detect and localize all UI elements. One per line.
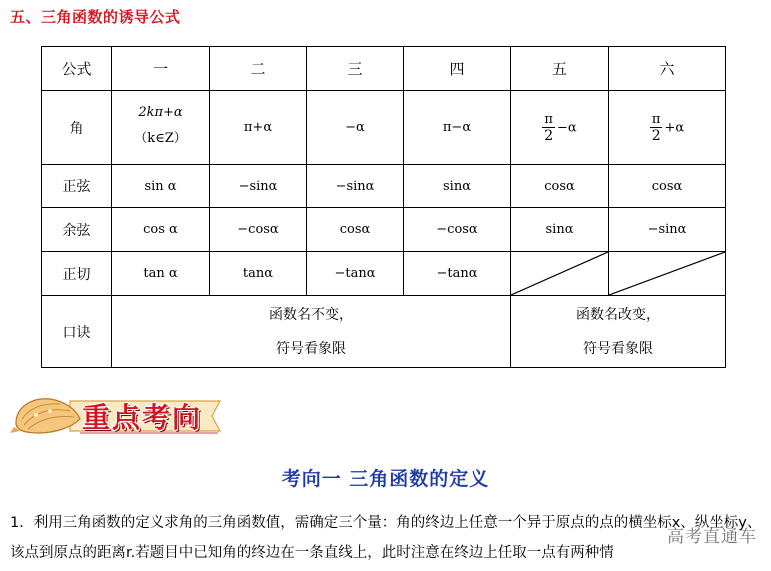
body-paragraph: 1．利用三角函数的定义求角的三角函数值，需确定三个量：角的终边上任意一个异于原点的点的横坐标x、纵坐标y、该点到原点的距离r.若题目中已知角的终边在一条直线上，此时注意在终边上任取一点有两种情 xyxy=(10,515,762,561)
sine-cell: −sinα xyxy=(210,165,307,208)
angle-cell-1 xyxy=(112,91,210,165)
sine-row xyxy=(42,165,726,208)
row-label-sine: 正弦 xyxy=(42,165,112,208)
angle-condition: （k∈Z） xyxy=(134,130,187,146)
header-cell: 公式 xyxy=(42,47,112,91)
induction-formula-table xyxy=(41,46,726,368)
header-cell: 六 xyxy=(609,47,726,91)
cosine-cell: −cosα xyxy=(210,208,307,252)
angle-cell-4: π−α xyxy=(404,91,511,165)
sub-heading: 考向一 三角函数的定义 xyxy=(281,468,490,490)
angle-row xyxy=(42,91,726,165)
mnemonic-line: 函数名不变， xyxy=(269,306,353,323)
fraction xyxy=(650,112,663,144)
cosine-cell: sinα xyxy=(511,208,609,252)
header-cell: 三 xyxy=(307,47,404,91)
header-cell: 四 xyxy=(404,47,511,91)
mnemonic-line: 符号看象限 xyxy=(276,340,346,357)
cosine-cell: cosα xyxy=(307,208,404,252)
section-title: 五、三角函数的诱导公式 xyxy=(10,8,181,26)
fraction-numerator: π xyxy=(651,111,661,127)
angle-suffix: −α xyxy=(556,120,577,135)
header-cell: 二 xyxy=(210,47,307,91)
watermark: 高考直通车 xyxy=(667,527,757,547)
angle-cell-6 xyxy=(609,91,726,165)
angle-suffix: +α xyxy=(664,120,685,135)
fraction xyxy=(542,112,555,144)
tangent-cell: tanα xyxy=(210,252,307,296)
row-label-mnemonic: 口诀 xyxy=(42,296,112,368)
row-label-cosine: 余弦 xyxy=(42,208,112,252)
tangent-cell: −tanα xyxy=(404,252,511,296)
header-row xyxy=(42,47,726,91)
cosine-row xyxy=(42,208,726,252)
sine-cell: sinα xyxy=(404,165,511,208)
mnemonic-row xyxy=(42,296,726,368)
sine-cell: sin α xyxy=(112,165,210,208)
fraction-numerator: π xyxy=(544,111,553,127)
fraction-denominator: 2 xyxy=(651,127,661,144)
sine-cell: −sinα xyxy=(307,165,404,208)
mnemonic-unchanged xyxy=(112,296,511,368)
tangent-row xyxy=(42,252,726,296)
mnemonic-changed xyxy=(511,296,726,368)
cosine-cell: −sinα xyxy=(609,208,726,252)
mnemonic-line: 符号看象限 xyxy=(583,340,653,357)
angle-expression: 2kπ+α xyxy=(138,104,183,120)
empty-slashed-cell xyxy=(511,252,609,296)
angle-cell-5 xyxy=(511,91,609,165)
sine-cell: cosα xyxy=(511,165,609,208)
mnemonic-line: 函数名改变， xyxy=(576,306,660,323)
diagonal-slash xyxy=(511,252,608,295)
header-cell: 五 xyxy=(511,47,609,91)
row-label-tangent: 正切 xyxy=(42,252,112,296)
tangent-cell: tan α xyxy=(112,252,210,296)
sine-cell: cosα xyxy=(609,165,726,208)
cosine-cell: cos α xyxy=(112,208,210,252)
empty-slashed-cell xyxy=(609,252,726,296)
row-label-angle: 角 xyxy=(42,91,112,165)
angle-cell-2: π+α xyxy=(210,91,307,165)
cosine-cell: −cosα xyxy=(404,208,511,252)
diagonal-slash xyxy=(609,252,725,295)
banner-title: 重点考向 xyxy=(82,401,203,434)
angle-cell-3: −α xyxy=(307,91,404,165)
tangent-cell: −tanα xyxy=(307,252,404,296)
header-cell: 一 xyxy=(112,47,210,91)
fraction-denominator: 2 xyxy=(544,127,554,144)
